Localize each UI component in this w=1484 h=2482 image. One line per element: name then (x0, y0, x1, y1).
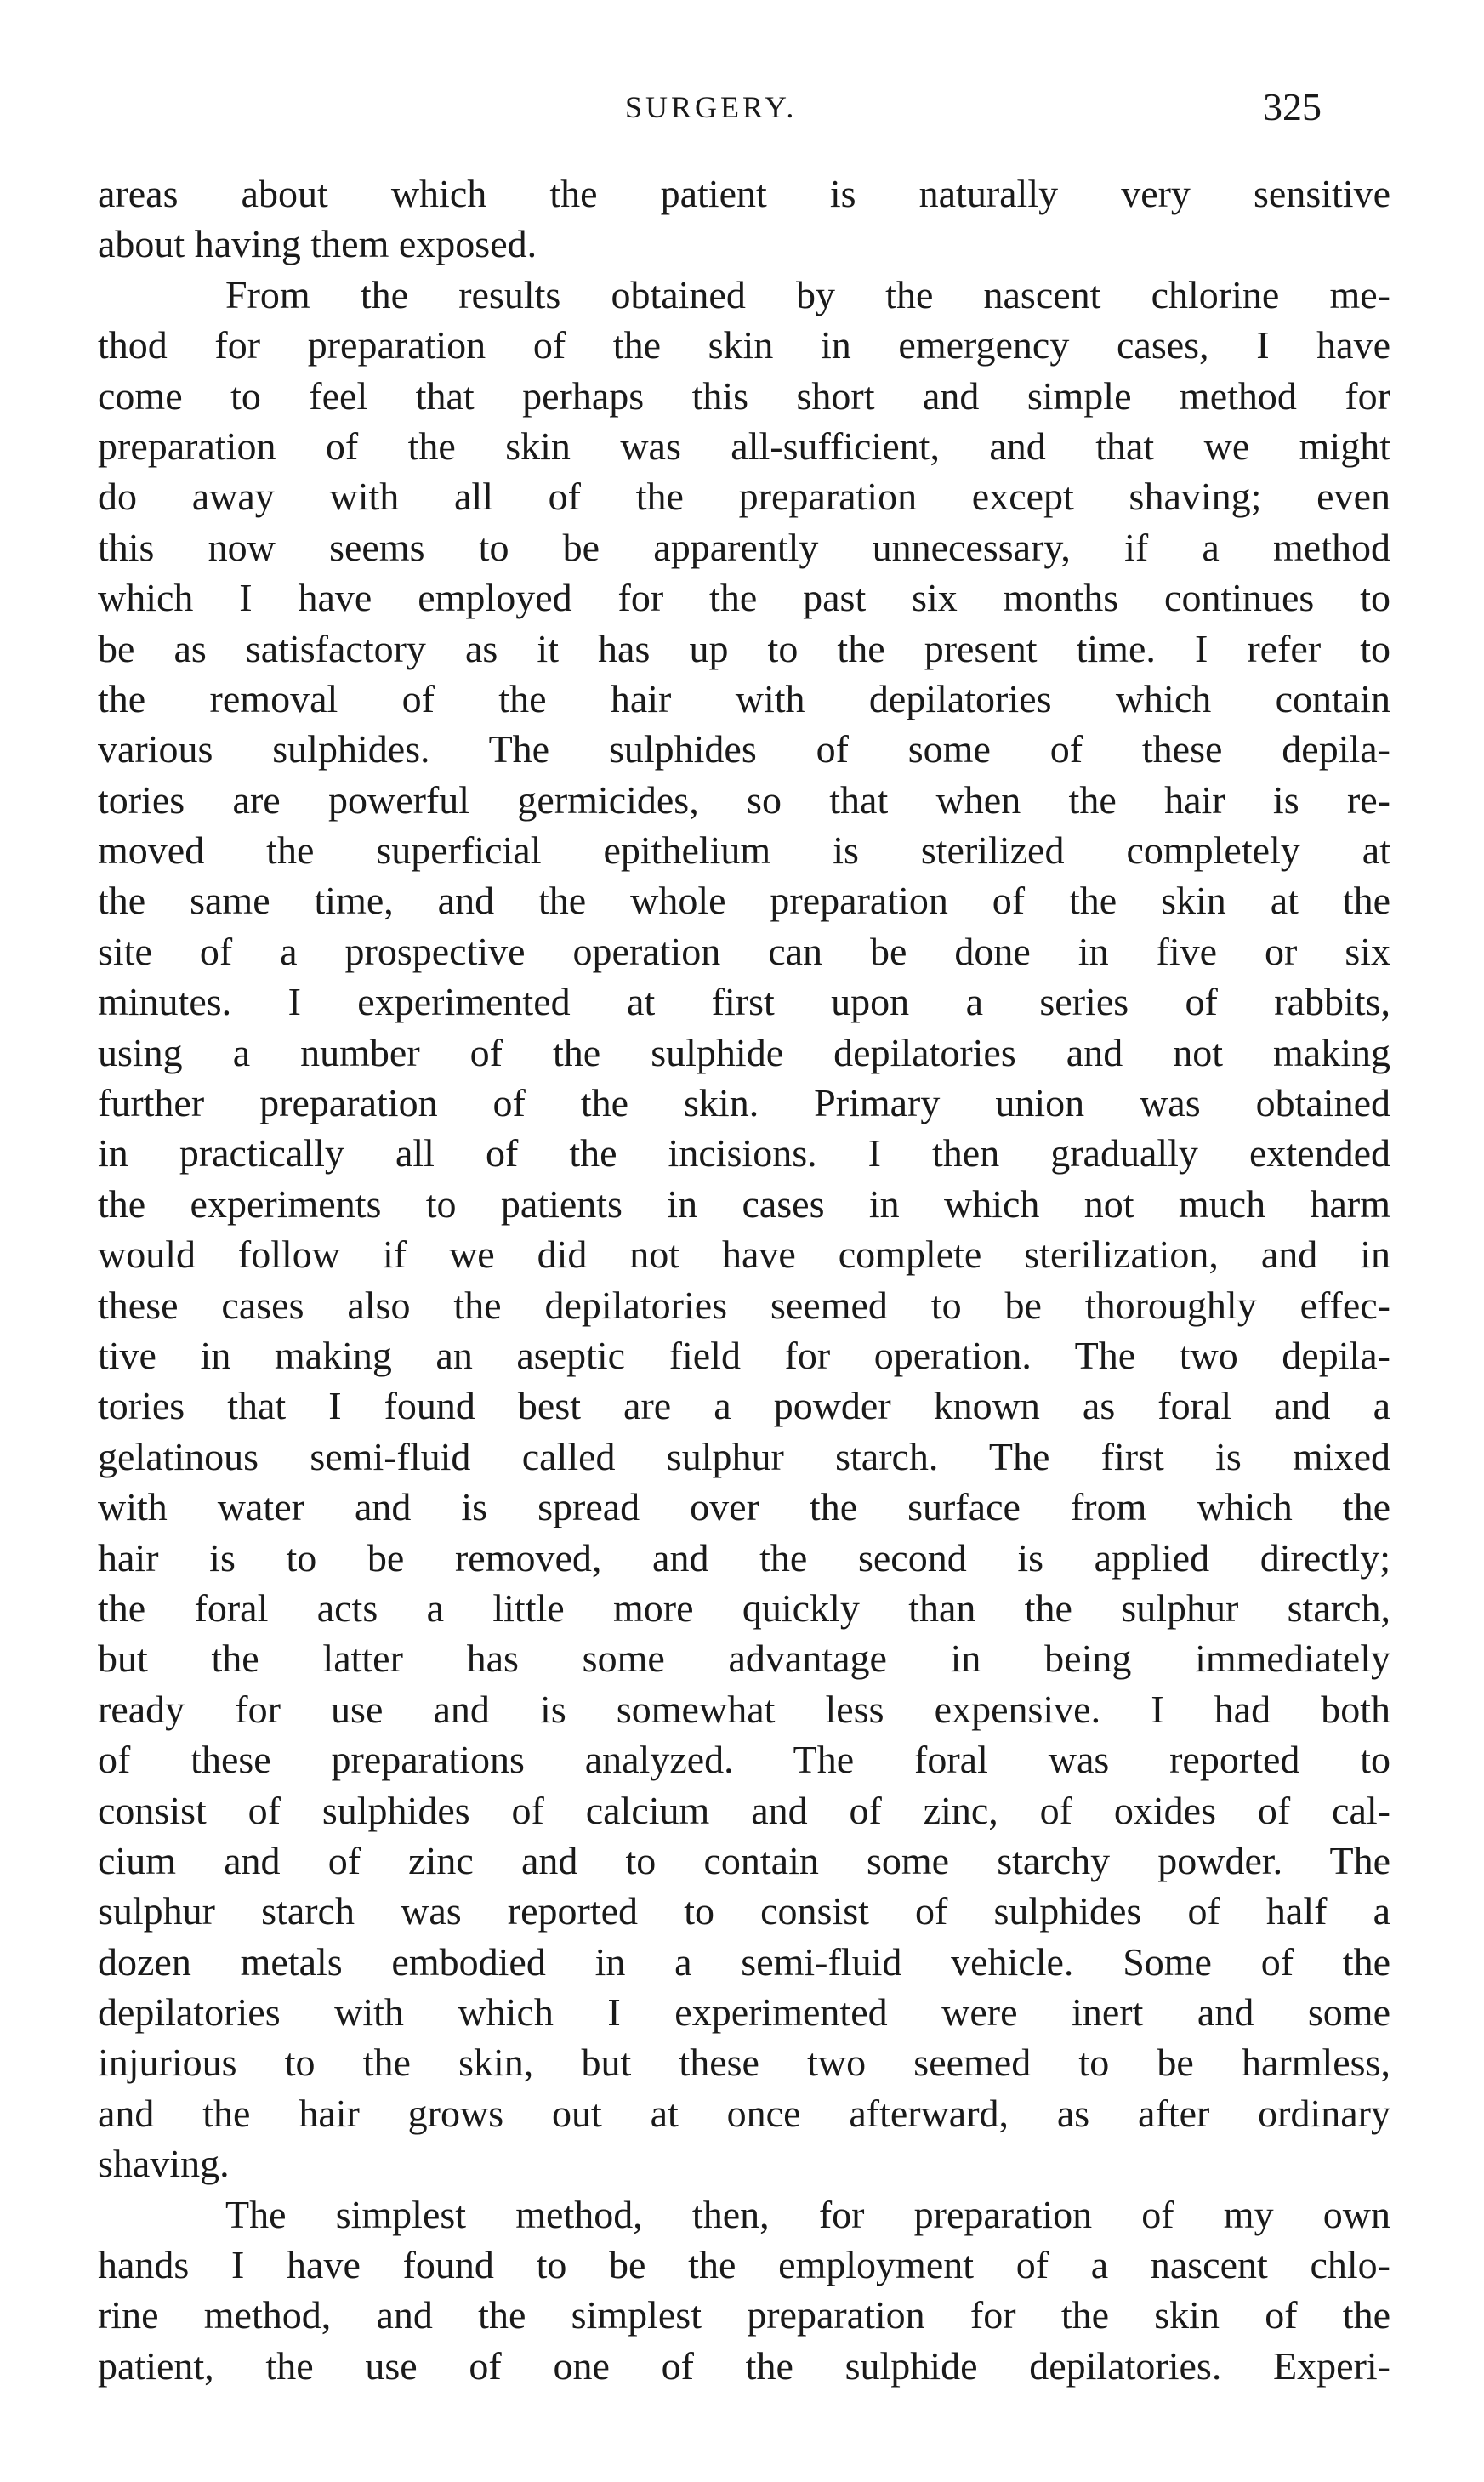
body-text (98, 168, 1390, 2391)
text-line: rine method, and the simplest preparation for the skin of the (98, 2293, 1390, 2337)
running-head-title: SURGERY. (625, 90, 798, 124)
text-line: with water and is spread over the surface from which the (98, 1485, 1390, 1529)
text-line: hair is to be removed, and the second is applied directly; (98, 1535, 1390, 1580)
text-line: cium and of zinc and to contain some starchy powder. The (98, 1838, 1390, 1882)
text-line: be as satisfactory as it has up to the present time. I refer to (98, 626, 1390, 670)
text-line: tive in making an aseptic field for operation. The two depila- (98, 1333, 1390, 1377)
text-line: injurious to the skin, but these two seemed to be harmless, (98, 2041, 1390, 2085)
text-line: preparation of the skin was all-sufficient, and that we might (98, 424, 1390, 468)
page-number: 325 (1263, 85, 1322, 128)
text-line: minutes. I experimented at first upon a series of rabbits, (98, 980, 1390, 1024)
text-line: and the hair grows out at once afterward, as after ordinary (98, 2091, 1390, 2135)
text-line: but the latter has some advantage in being immediately (98, 1637, 1390, 1681)
text-line: of these preparations analyzed. The foral was reported to (98, 1738, 1390, 1782)
text-line: this now seems to be apparently unnecessary, if a method (98, 525, 1390, 569)
text-line: tories are powerful germicides, so that when the hair is re- (98, 777, 1390, 822)
text-line: consist of sulphides of calcium and of zinc, of oxides of cal- (98, 1788, 1390, 1832)
text-line: The simplest method, then, for preparation of my own (225, 2192, 1390, 2236)
text-line: ready for use and is somewhat less expensive. I had both (98, 1687, 1390, 1731)
text-line: various sulphides. The sulphides of some of these depila- (98, 727, 1390, 771)
text-line: which I have employed for the past six months continues to (98, 576, 1390, 620)
text-line: these cases also the depilatories seemed to be thoroughly effec- (98, 1283, 1390, 1327)
text-line: the same time, and the whole preparation of the skin at the (98, 879, 1390, 923)
text-line: about having them exposed. (98, 222, 537, 266)
text-line: dozen metals embodied in a semi-fluid vehicle. Some of the (98, 1939, 1390, 1984)
text-line: site of a prospective operation can be done in five or six (98, 929, 1390, 973)
text-line: shaving. (98, 2142, 230, 2186)
text-line: sulphur starch was reported to consist of sulphides of half a (98, 1889, 1390, 1933)
text-line: From the results obtained by the nascent chlorine me- (225, 272, 1390, 316)
text-line: using a number of the sulphide depilatories and not making (98, 1030, 1390, 1074)
text-line: thod for preparation of the skin in emergency cases, I have (98, 323, 1390, 367)
text-line: gelatinous semi-fluid called sulphur starch. The first is mixed (98, 1434, 1390, 1478)
text-line: patient, the use of one of the sulphide depilatories. Experi- (98, 2343, 1390, 2388)
text-line: depilatories with which I experimented were inert and some (98, 1990, 1390, 2035)
text-line: hands I have found to be the employment of a nascent chlo- (98, 2243, 1390, 2287)
text-line: come to feel that perhaps this short and simple method for (98, 373, 1390, 418)
text-line: further preparation of the skin. Primary union was obtained (98, 1081, 1390, 1125)
text-line: areas about which the patient is naturally very sensitive (98, 172, 1390, 215)
text-line: the foral acts a little more quickly than the sulphur starch, (98, 1585, 1390, 1630)
text-line: the removal of the hair with depilatories which contain (98, 676, 1390, 720)
running-head (0, 82, 1484, 133)
text-line: tories that I found best are a powder known as foral and a (98, 1384, 1390, 1428)
text-line: the experiments to patients in cases in which not much harm (98, 1181, 1390, 1226)
text-line: would follow if we did not have complete sterilization, and in (98, 1232, 1390, 1277)
text-line: in practically all of the incisions. I then gradually extended (98, 1131, 1390, 1176)
text-line: moved the superficial epithelium is sterilized completely at (98, 828, 1390, 873)
text-line: do away with all of the preparation except shaving; even (98, 475, 1390, 519)
